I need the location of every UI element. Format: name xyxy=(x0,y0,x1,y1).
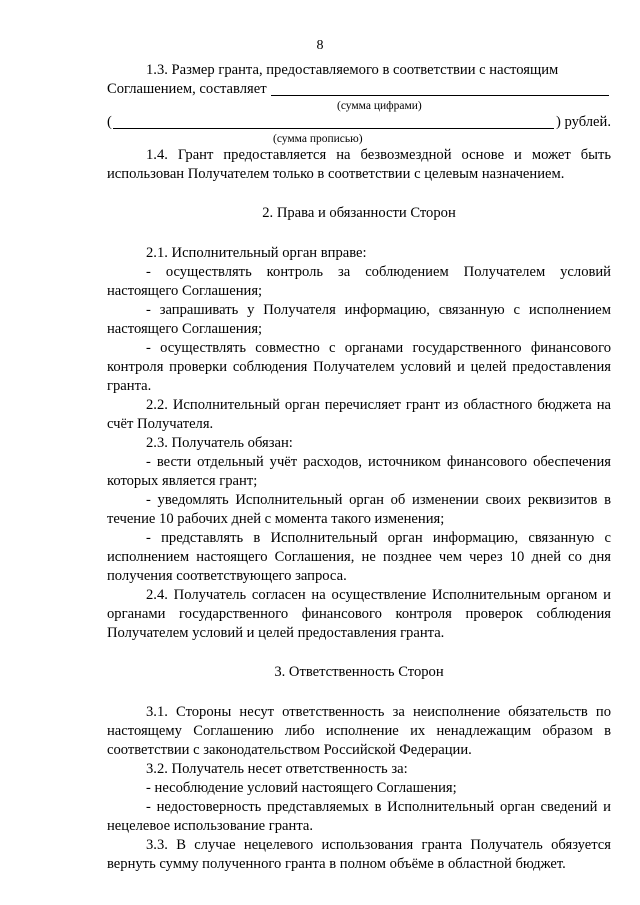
grant-amount-words-blank xyxy=(113,113,554,129)
caption-words: (сумма прописью) xyxy=(273,133,363,145)
clause-2-3-item-3: - представлять в Исполнительный орган информацию, связанную с исполнением настоящего Соглашения, не позднее чем через 10 дней со дня получения соответствующего запроса. xyxy=(107,530,611,584)
clause-2-3-item-2: - уведомлять Исполнительный орган об изменении своих реквизитов в течение 10 рабочих дней с момента такого изменения; xyxy=(107,492,611,527)
clause-3-3: 3.3. В случае нецелевого использования гранта Получатель обязуется вернуть сумму полученного гранта в полном объёме в областной бюджет. xyxy=(107,837,611,872)
clause-1-4: 1.4. Грант предоставляется на безвозмездной основе и может быть использован Получателем только в соответствии с целевым назначением. xyxy=(107,147,611,182)
clause-2-3-item-1: - вести отдельный учёт расходов, источником финансового обеспечения которых является грант; xyxy=(107,454,611,489)
clause-2-1-item-3: - осуществлять совместно с органами государственного финансового контроля проверки соблюдения Получателем условий и целей предоставления гранта. xyxy=(107,340,611,394)
section-2-heading: 2. Права и обязанности Сторон xyxy=(262,205,456,221)
clause-3-2: 3.2. Получатель несет ответственность за: xyxy=(146,761,408,777)
clause-2-2: 2.2. Исполнительный орган перечисляет грант из областного бюджета на счёт Получателя. xyxy=(107,397,611,432)
clause-1-3-line2: Соглашением, составляет xyxy=(107,81,267,97)
grant-amount-digits-row xyxy=(107,80,611,99)
close-paren-rubles: ) рублей. xyxy=(556,114,611,130)
clause-2-3: 2.3. Получатель обязан: xyxy=(146,435,293,451)
clause-1-3-line1: 1.3. Размер гранта, предоставляемого в соответствии с настоящим xyxy=(146,62,559,78)
page-number: 8 xyxy=(316,38,324,53)
document-body xyxy=(107,61,611,874)
clause-3-1: 3.1. Стороны несут ответственность за неисполнение обязательств по настоящему Соглашению либо исполнение их ненадлежащим образом в соответствии с законодательством Российской Федерации. xyxy=(107,704,611,758)
grant-amount-digits-blank xyxy=(271,80,609,96)
clause-3-2-item-2: - недостоверность представляемых в Исполнительный орган сведений и нецелевое использование гранта. xyxy=(107,799,611,834)
clause-2-1-item-2: - запрашивать у Получателя информацию, связанную с исполнением настоящего Соглашения; xyxy=(107,302,611,337)
clause-2-4: 2.4. Получатель согласен на осуществление Исполнительным органом и органами государственного финансового контроля проверок соблюдения Получателем условий и целей предоставления гранта. xyxy=(107,587,611,641)
section-3-heading: 3. Ответственность Сторон xyxy=(274,664,444,680)
caption-digits: (сумма цифрами) xyxy=(337,100,422,112)
clause-2-1-item-1: - осуществлять контроль за соблюдением Получателем условий настоящего Соглашения; xyxy=(107,264,611,299)
open-paren: ( xyxy=(107,114,112,130)
grant-amount-words-row xyxy=(107,113,611,132)
clause-3-2-item-1: - несоблюдение условий настоящего Соглашения; xyxy=(146,780,457,796)
clause-2-1: 2.1. Исполнительный орган вправе: xyxy=(146,245,367,261)
